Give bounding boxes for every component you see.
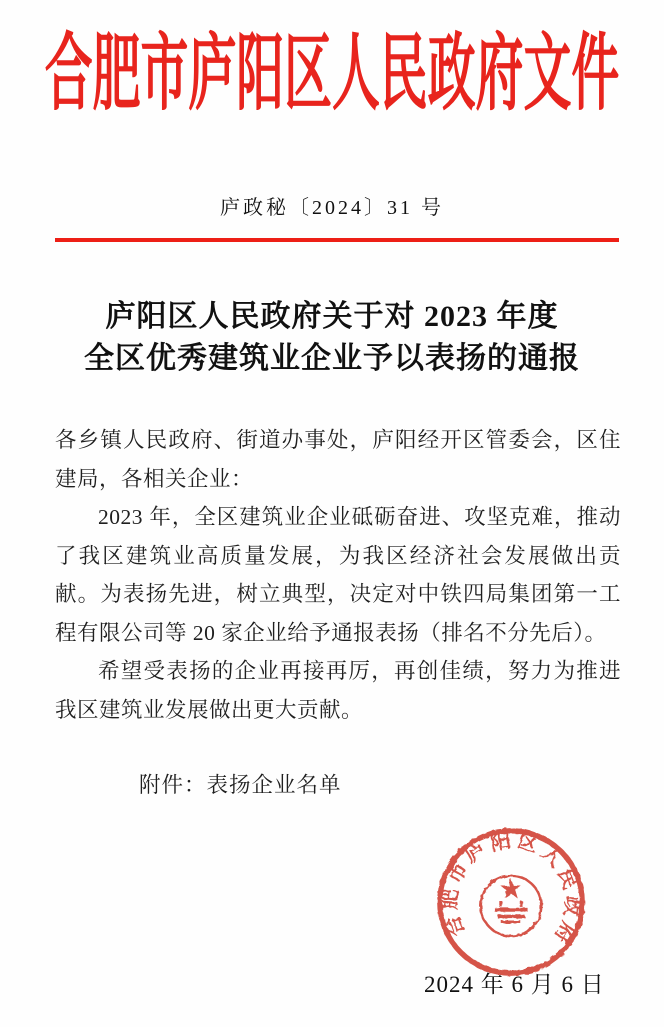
document-title-line-2: 全区优秀建筑业企业予以表扬的通报 — [84, 342, 580, 375]
national-emblem-icon — [481, 876, 541, 936]
seal-ring-text: 合肥市庐阳区人民政府 — [438, 829, 584, 950]
body-paragraph: 希望受表扬的企业再接再厉，再创佳绩，努力为推进我区建筑业发展做出更大贡献。 — [55, 659, 621, 722]
attachment-line: 附件：表扬企业名单 — [139, 773, 342, 797]
recipients-line: 各乡镇人民政府、街道办事处，庐阳经开区管委会，区住建局，各相关企业： — [55, 428, 621, 491]
document-header — [0, 28, 664, 121]
official-seal — [433, 824, 589, 980]
document-number: 庐政秘〔2024〕31 号 — [220, 197, 444, 219]
document-title — [0, 296, 664, 380]
document-title-line-1: 庐阳区人民政府关于对 2023 年度 — [105, 300, 559, 333]
red-separator-line — [55, 238, 619, 242]
body-paragraph: 2023 年，全区建筑业企业砥砺奋进、攻坚克难，推动了我区建筑业高质量发展，为我区经济社会发展做出贡献。为表扬先进，树立典型，决定对中铁四局集团第一工程有限公司等 20 家企业给予通报表扬（排名不分先后）。 — [55, 505, 621, 645]
document-date: 2024 年 6 月 6 日 — [424, 972, 605, 997]
document-body — [55, 421, 621, 729]
issuing-authority-banner: 合肥市庐阳区人民政府文件 — [44, 28, 620, 121]
